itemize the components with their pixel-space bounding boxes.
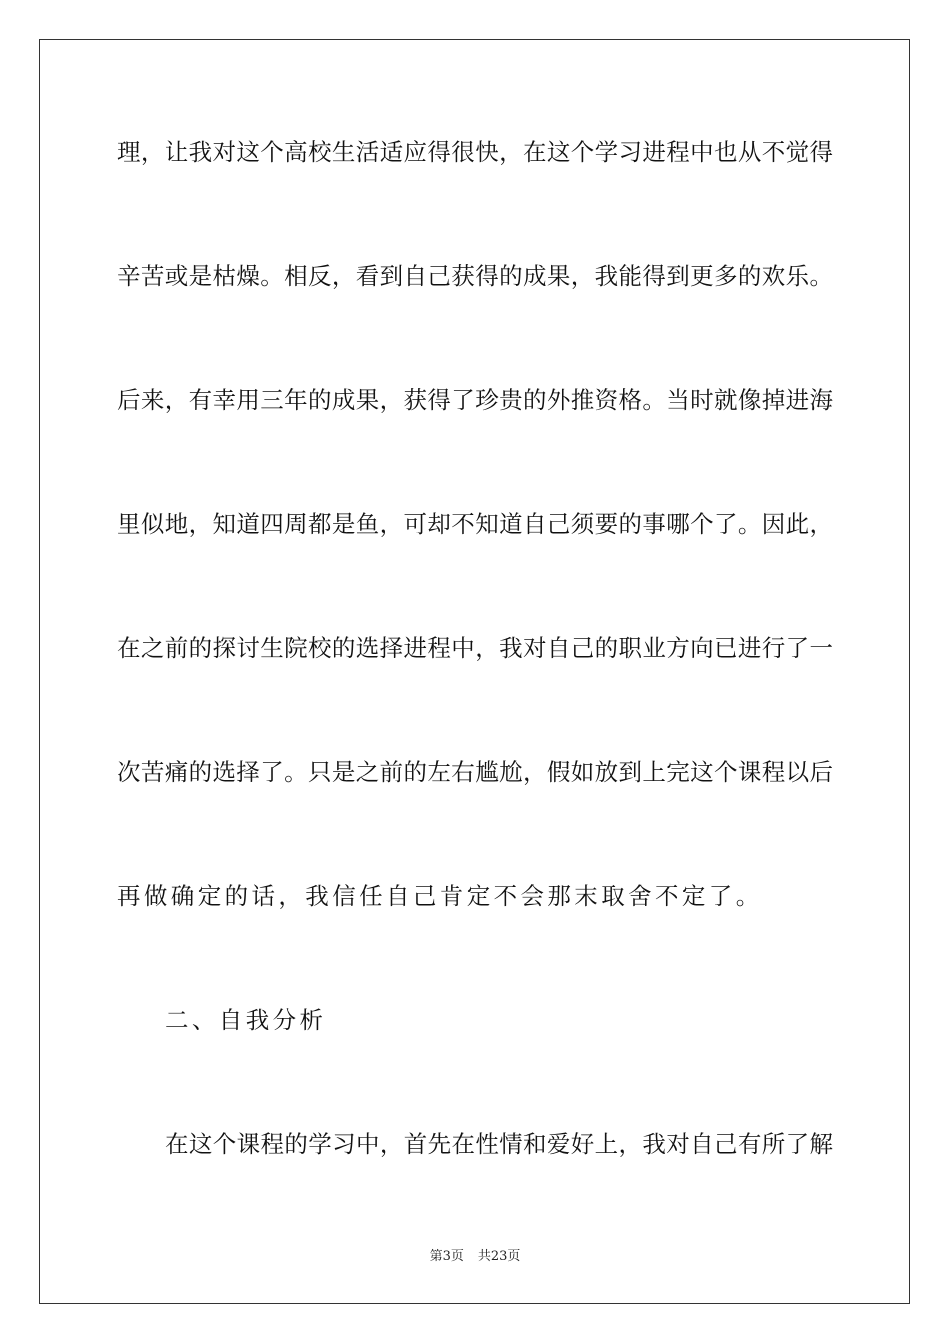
page-footer	[0, 1248, 950, 1266]
body-text-line-7: 再做确定的话，我信任自己肯定不会那末取舍不定了。	[117, 882, 763, 910]
page-number: 第3页	[429, 1249, 464, 1264]
body-text-line-6: 次苦痛的选择了。只是之前的左右尴尬，假如放到上完这个课程以后	[117, 758, 833, 786]
body-text-line-4: 里似地，知道四周都是鱼，可却不知道自己须要的事哪个了。因此，	[117, 510, 833, 538]
body-text-line-3: 后来，有幸用三年的成果，获得了珍贵的外推资格。当时就像掉进海	[117, 386, 833, 414]
section-heading: 二、自我分析	[165, 1006, 327, 1034]
body-text-line-1: 理，让我对这个高校生活适应得很快，在这个学习进程中也从不觉得	[117, 138, 833, 166]
body-text-line-5: 在之前的探讨生院校的选择进程中，我对自己的职业方向已进行了一	[117, 634, 833, 662]
page-border	[39, 39, 910, 1304]
paragraph-start-line: 在这个课程的学习中，首先在性情和爱好上，我对自己有所了解	[165, 1130, 833, 1158]
total-pages: 共23页	[477, 1249, 521, 1264]
body-text-line-2: 辛苦或是枯燥。相反，看到自己获得的成果，我能得到更多的欢乐。	[117, 262, 833, 290]
